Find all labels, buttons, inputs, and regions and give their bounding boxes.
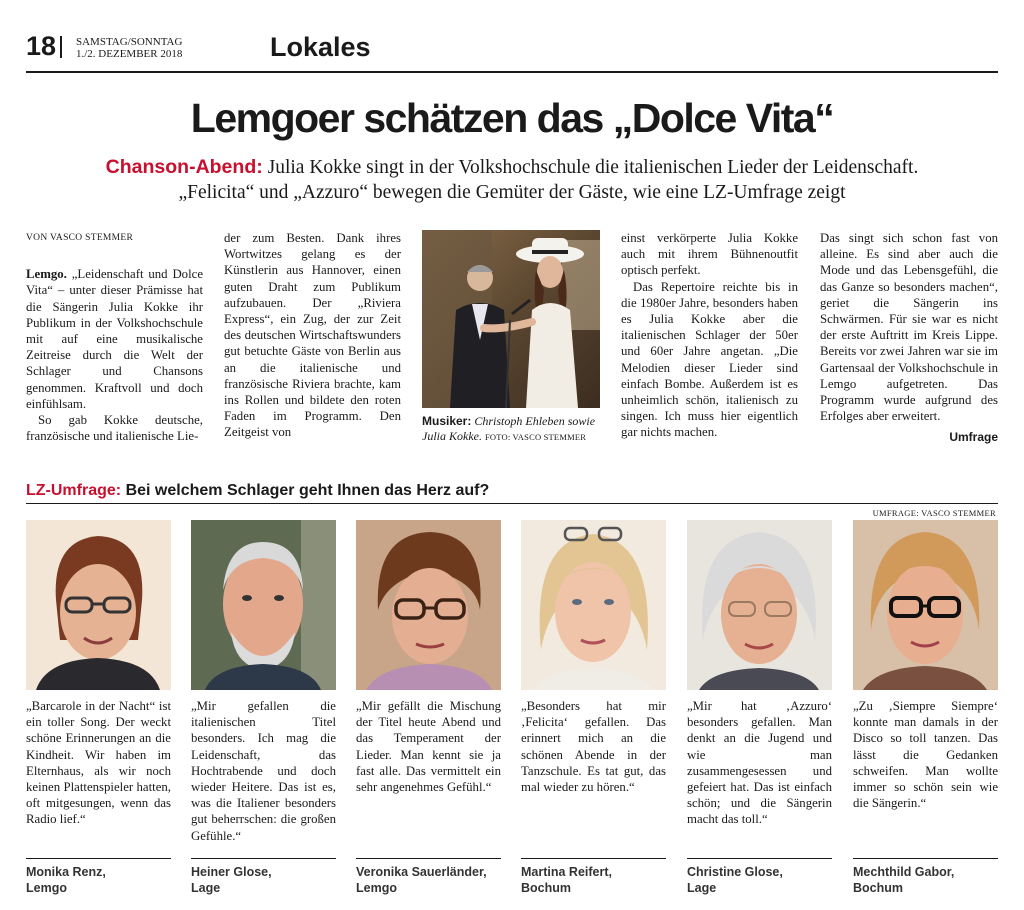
poll-credit: UMFRAGE: VASCO STEMMER bbox=[872, 508, 996, 518]
name-rule bbox=[191, 858, 336, 859]
article-column-1 bbox=[26, 230, 203, 444]
poll-title bbox=[26, 480, 489, 502]
col5-paragraph-1: Das singt sich schon fast von alleine. Es sind aber auch die Mode und das Lebensgefühl, die das Ganze so besonders machen“, geriet die Sängerin ins Schwärmen. Für sie war es nicht der erste Auftritt im Kreis Lippe. Bereits vor zwei Jahren war sie im Gartensaal der Volkshochschule in Lemgo aufgetreten. Das Programm wurde aufgrund des Erfolges aber erweitert. bbox=[820, 231, 998, 424]
article-photo bbox=[422, 230, 600, 408]
umfrage-reference: Umfrage bbox=[949, 430, 998, 444]
portrait-photo bbox=[687, 520, 832, 690]
portrait-6 bbox=[853, 520, 998, 690]
page-number: 18 bbox=[26, 31, 57, 61]
photo-credit: FOTO: VASCO STEMMER bbox=[484, 432, 587, 442]
name-rule bbox=[521, 858, 666, 859]
col4-paragraph-2: Das Repertoire reichte bis in die 1980er Jahre, besonders haben es Julia Kokke aber die italienischen Schlager der 50er und 60er Jahre angetan. „Die Melodien dieser Lieder sind einfach Bombe. Außerdem ist es unheimlich schön, italienisch zu singen. Ich muss hier eigentlich gar nichts machen. bbox=[621, 279, 798, 440]
portrait-photo bbox=[521, 520, 666, 690]
poll-quote-3: „Mir gefällt die Mischung der Titel heute Abend und das Temperament der Lieder. Man kennt sie ja fast alle. Das vermittelt ein sehr angenehmes Gefühl.“ bbox=[356, 699, 501, 795]
respondent-name: Martina Reifert, bbox=[521, 865, 612, 879]
poll-quote-2: „Mir gefallen die italienischen Titel besonders. Ich mag die Leidenschaft, das Hochtrabende und doch wieder Heitere. Das ist es, was die Italiener besonders gut beherrschen: die großen Gefühle.“ bbox=[191, 699, 336, 843]
byline: VON VASCO STEMMER bbox=[26, 233, 134, 243]
respondent-place: Lemgo bbox=[26, 881, 67, 895]
respondent-4 bbox=[521, 864, 666, 896]
subhead-kicker: Chanson-Abend: bbox=[105, 156, 263, 178]
header-separator bbox=[60, 36, 62, 58]
portrait-photo bbox=[191, 520, 336, 690]
portrait-1 bbox=[26, 520, 171, 690]
respondent-place: Lemgo bbox=[356, 881, 397, 895]
issue-date-full: 1./2. DEZEMBER 2018 bbox=[76, 48, 183, 60]
name-rule bbox=[26, 858, 171, 859]
respondent-place: Lage bbox=[687, 881, 717, 895]
subheadline bbox=[26, 155, 998, 205]
respondent-1 bbox=[26, 864, 171, 896]
poll-quote-1: „Barcarole in der Nacht“ ist ein toller Song. Der weckt schöne Erinnerungen an die Kindheit. Wir haben im Elternhaus, als wir noch keinen Plattenspieler hatten, oft mitgesungen, wenn das Radio lief.“ bbox=[26, 699, 171, 827]
respondent-name: Monika Renz, bbox=[26, 865, 106, 879]
poll-quote-6: „Zu ‚Siempre Siempre‘ konnte man damals in der Disco so toll tanzen. Das lässt die Gedanken schweifen. Man wollte immer so schön sein wie die Sängerin.“ bbox=[853, 699, 998, 811]
issue-date-days: SAMSTAG/SONNTAG bbox=[76, 36, 183, 48]
respondent-3 bbox=[356, 864, 501, 896]
respondent-6 bbox=[853, 864, 998, 896]
issue-date bbox=[76, 36, 182, 60]
respondent-name: Mechthild Gabor, bbox=[853, 865, 955, 879]
caption-label: Musiker: bbox=[422, 414, 472, 428]
col1-paragraph-2: So gab Kokke deutsche, französische und italienische Lie- bbox=[26, 413, 203, 444]
portrait-2 bbox=[191, 520, 336, 690]
respondent-name: Christine Glose, bbox=[687, 865, 783, 879]
col2-paragraph-1: der zum Besten. Dank ihres Wortwitzes gelang es der Künstlerin aus Hannover, einen guten Draht zum Publikum aufzubauen. Der „Riviera Express“, ein Zug, der zur Zeit des deutschen Wirtschaftswunders gut betuchte Gäste von Berlin aus an die italienische und französische Riviera brachte, kam ins Rollen und bildete den roten Faden im Programm. Den Zeitgeist von bbox=[224, 231, 401, 440]
name-rule bbox=[687, 858, 832, 859]
col4-paragraph-1: einst verkörperte Julia Kokke auch mit ihrem Bühnenoutfit optisch perfekt. bbox=[621, 231, 798, 278]
header-rule bbox=[26, 71, 998, 73]
poll-quote-5: „Mir hat ‚Azzuro‘ besonders gefallen. Man denkt an die Jugend und wie man zusammengesessen und gefeiert hat. Das ist einfach schön; und die Sängerin macht das toll.“ bbox=[687, 699, 832, 827]
respondent-name: Veronika Sauerländer, bbox=[356, 865, 487, 879]
respondent-name: Heiner Glose, bbox=[191, 865, 272, 879]
poll-question: Bei welchem Schlager geht Ihnen das Herz auf? bbox=[125, 482, 490, 499]
portrait-3 bbox=[356, 520, 501, 690]
subhead-line-1: Julia Kokke singt in der Volkshochschule die italienischen Lieder der Leidenschaft. bbox=[267, 157, 919, 178]
caption-text: Christoph Ehleben sowie Julia Kokke. bbox=[422, 414, 596, 443]
name-rule bbox=[356, 858, 501, 859]
article-column-4 bbox=[621, 230, 798, 441]
name-rule bbox=[853, 858, 998, 859]
poll-kicker: LZ-Umfrage: bbox=[26, 482, 122, 499]
concert-photo bbox=[422, 230, 600, 408]
col1-paragraph-1: „Leidenschaft und Dolce Vita“ – unter dieser Prämisse hat die Sängerin Julia Kokke ihr Publikum in der Volkshochschule mit auf eine musikalische Zeitreise durch die Welt der Schlager und Chansons genommen. Kraftvoll und doch einfühlsam. bbox=[26, 267, 203, 411]
portrait-photo bbox=[26, 520, 171, 690]
article-column-5 bbox=[820, 230, 998, 424]
portrait-photo bbox=[853, 520, 998, 690]
headline: Lemgoer schätzen das „Dolce Vita“ bbox=[190, 95, 834, 141]
poll-rule bbox=[26, 503, 998, 504]
section-title: Lokales bbox=[270, 32, 371, 62]
photo-caption bbox=[422, 414, 607, 445]
portrait-5 bbox=[687, 520, 832, 690]
respondent-place: Bochum bbox=[521, 881, 571, 895]
respondent-place: Bochum bbox=[853, 881, 903, 895]
subhead-line-2: „Felicita“ und „Azzuro“ bewegen die Gemüter der Gäste, wie eine LZ-Umfrage zeigt bbox=[178, 182, 846, 203]
portrait-4 bbox=[521, 520, 666, 690]
respondent-5 bbox=[687, 864, 832, 896]
respondent-2 bbox=[191, 864, 336, 896]
portrait-photo bbox=[356, 520, 501, 690]
respondent-place: Lage bbox=[191, 881, 221, 895]
poll-quote-4: „Besonders hat mir ‚Felicita‘ gefallen. Das erinnert mich an die schönen Abende in der Tanzschule. Es tat gut, das mal wieder zu hören.“ bbox=[521, 699, 666, 795]
dateline: Lemgo. bbox=[26, 267, 67, 282]
article-column-2 bbox=[224, 230, 401, 441]
